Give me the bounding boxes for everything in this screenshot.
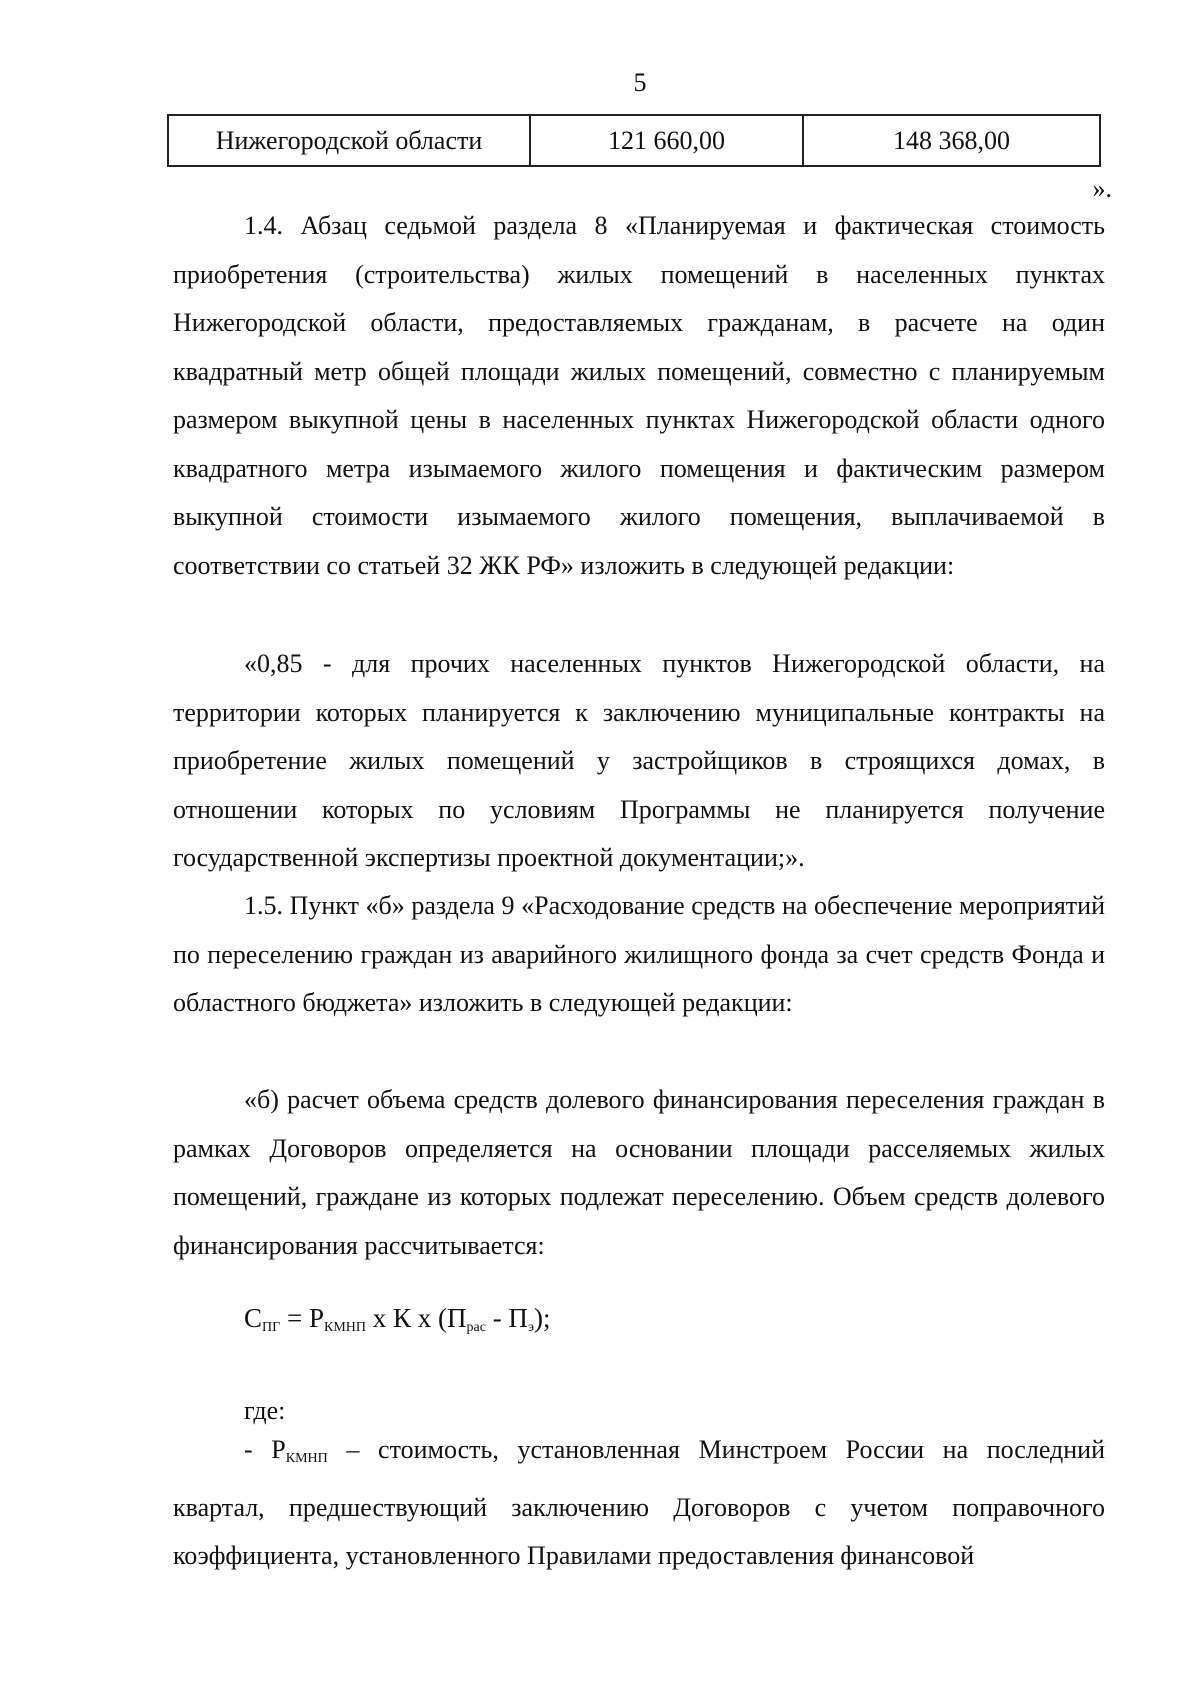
formula-e-sub: э <box>527 1320 534 1335</box>
table-cell-value-2: 148 368,00 <box>803 115 1100 166</box>
formula-c-sub: ПГ <box>262 1320 281 1335</box>
paragraph-definition <box>173 1426 1105 1581</box>
table-cell-value-1: 121 660,00 <box>530 115 803 166</box>
table-row <box>168 115 1100 166</box>
formula <box>244 1305 550 1335</box>
formula-eq: = Р <box>280 1303 324 1333</box>
formula-p-sub: рас <box>466 1320 486 1335</box>
definition-sub: КМНП <box>285 1451 328 1466</box>
table-cell-name: Нижегородской области <box>168 115 530 166</box>
page-number: 5 <box>633 68 647 97</box>
paragraph-quote-085: «0,85 - для прочих населенных пунктов Нижегородской области, на территории которых планируется к заключению муниципальные контракты на приобретение жилых помещений у застройщиков в строящихся домах, в отношении которых по условиям Программы не планируется получение государственной экспертизы проектной документации;». <box>173 649 1105 872</box>
where-label: где: <box>244 1396 286 1425</box>
values-table <box>167 114 1101 167</box>
formula-r-sub: КМНП <box>323 1320 366 1335</box>
paragraph-b: «б) расчет объема средств долевого финансирования переселения граждан в рамках Договоров определяется на основании площади расселяемых жилых помещений, граждане из которых подлежат переселению. Объем средств долевого финансирования рассчитывается: <box>173 1085 1105 1260</box>
paragraph-1-4: 1.4. Абзац седьмой раздела 8 «Планируемая и фактическая стоимость приобретения (строительства) жилых помещений в населенных пунктах Нижегородской области, предоставляемых гражданам, в расчете на один квадратный метр общей площади жилых помещений, совместно с планируемым размером выкупной цены в населенных пунктах Нижегородской области одного квадратного метра изымаемого жилого помещения и фактическим размером выкупной стоимости изымаемого жилого помещения, выплачиваемой в соответствии со статьей 32 ЖК РФ» изложить в следующей редакции: <box>173 211 1105 580</box>
formula-c: С <box>244 1303 263 1333</box>
formula-minus: - П <box>485 1303 528 1333</box>
definition-text: – стоимость, установленная Минстроем России на последний квартал, предшествующий заключению Договоров с учетом поправочного коэффициента, установленного Правилами предоставления финансовой <box>173 1435 1105 1570</box>
quote-close: ». <box>1092 174 1112 203</box>
formula-mid: х К х (П <box>366 1303 467 1333</box>
definition-start: - Р <box>244 1435 286 1464</box>
paragraph-1-5: 1.5. Пункт «б» раздела 9 «Расходование средств на обеспечение мероприятий по переселению граждан из аварийного жилищного фонда за счет средств Фонда и областного бюджета» изложить в следующей редакции: <box>173 891 1105 1017</box>
formula-end: ); <box>533 1303 551 1333</box>
